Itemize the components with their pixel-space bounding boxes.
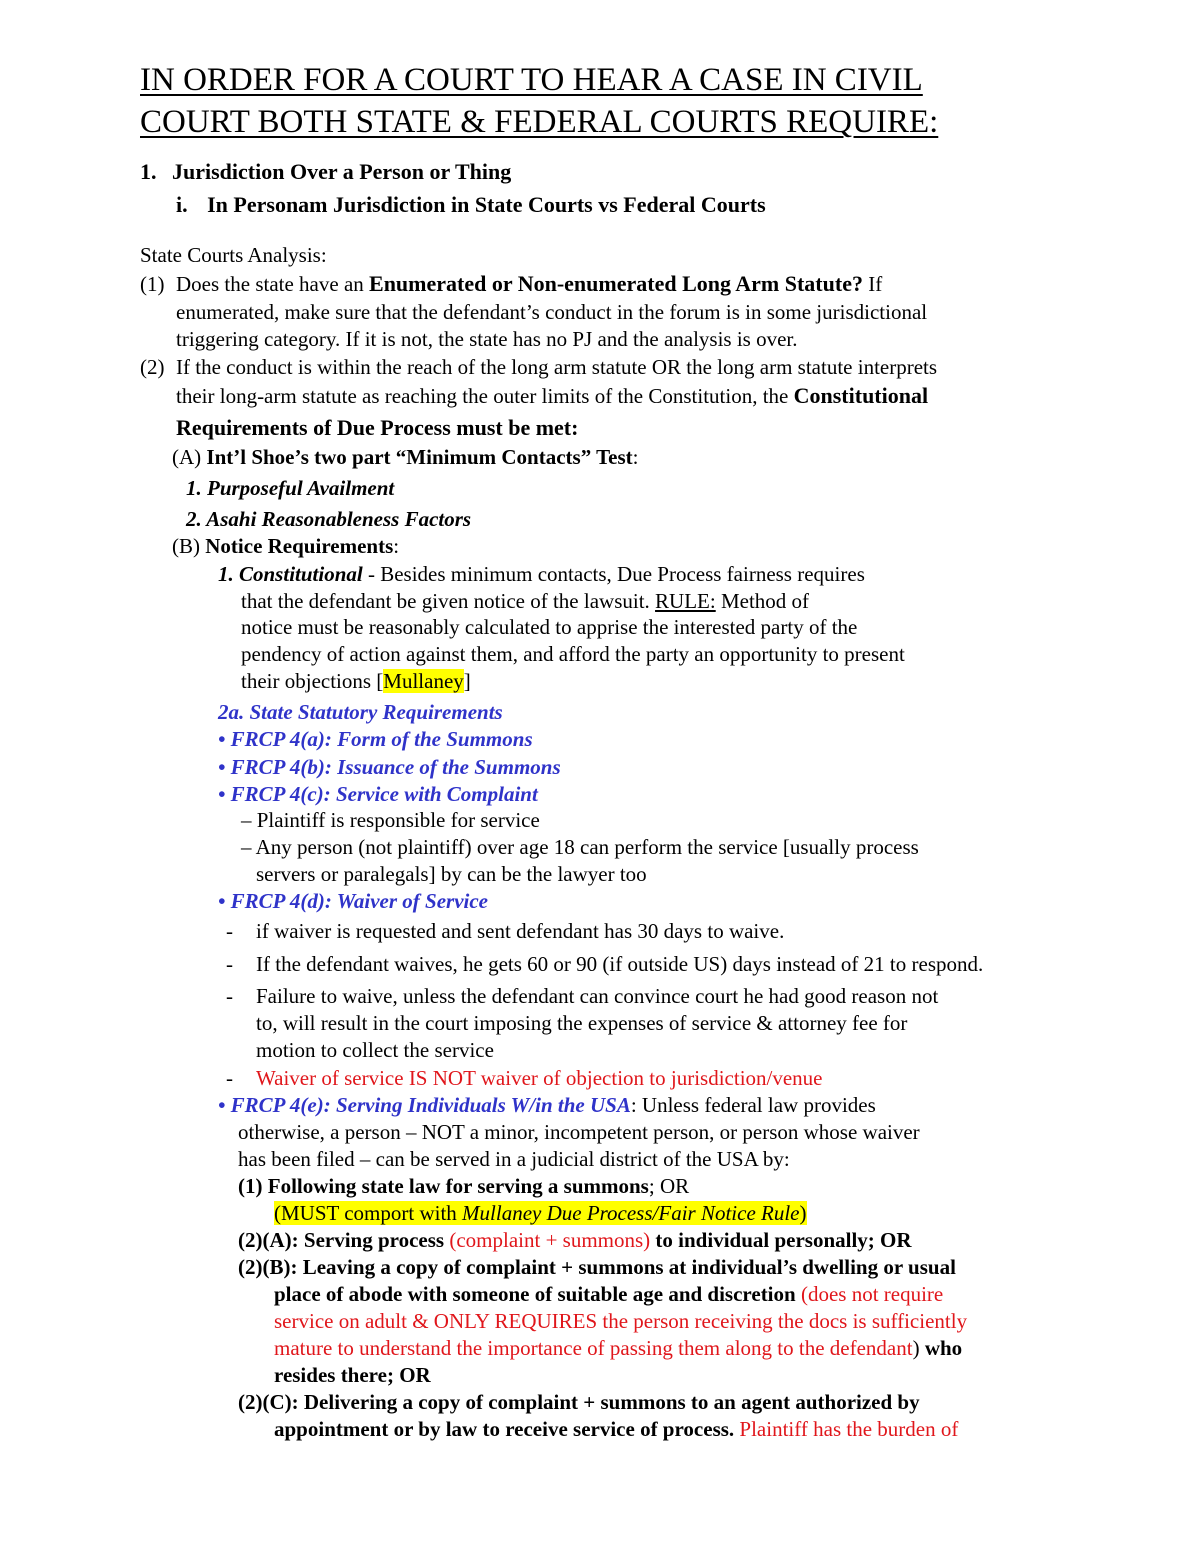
method-2b-line-5: resides there; OR: [274, 1363, 431, 1387]
frcp-4b: • FRCP 4(b): Issuance of the Summons: [218, 755, 561, 779]
point-2-line-1: If the conduct is within the reach of the long arm statute OR the long arm statute interprets: [176, 355, 938, 379]
waiver-item-3c: motion to collect the service: [256, 1038, 494, 1062]
constitutional-line-5: [241, 668, 471, 694]
point-1-line-3: triggering category. If it is not, the state has no PJ and the analysis is over.: [176, 327, 798, 351]
mullaney-note-a: (MUST comport with: [274, 1201, 463, 1225]
method-2b-note-end: mature to understand the importance of passing them along to the defendant: [274, 1336, 913, 1360]
method-2b-line-3: service on adult & ONLY REQUIRES the person receiving the docs is sufficiently: [274, 1309, 968, 1333]
mullaney-note-c: ): [799, 1201, 807, 1225]
method-2a: [238, 1227, 912, 1253]
section-b-colon: :: [393, 534, 400, 558]
heading-1: [140, 159, 511, 185]
rule-label: RULE:: [655, 589, 716, 613]
frcp-4e-line-1: [218, 1092, 876, 1118]
frcp-4a: • FRCP 4(a): Form of the Summons: [218, 727, 533, 751]
notice-requirements: Notice Requirements: [205, 534, 394, 558]
waiver-item-3a: Failure to waive, unless the defendant can convince court he had good reason not: [256, 984, 939, 1008]
heading-2-text: In Personam Jurisdiction in State Courts vs Federal Courts: [207, 192, 766, 217]
method-2a-number: (2)(A):: [238, 1228, 299, 1252]
long-arm-statute-term: Enumerated or Non-enumerated Long Arm Statute?: [369, 271, 863, 296]
waiver-item-3b: to, will result in the court imposing the expenses of service & attorney fee for: [256, 1011, 908, 1035]
constitutional-text: - Besides minimum contacts, Due Process fairness requires: [362, 562, 865, 586]
mullaney-note-rule: Mullaney Due Process/Fair Notice Rule: [462, 1201, 800, 1225]
constitutional-line-3: notice must be reasonably calculated to apprise the interested party of the: [241, 615, 858, 639]
state-statutory-requirements: 2a. State Statutory Requirements: [218, 700, 503, 724]
method-2b-text: Leaving a copy of complaint + summons at individual’s dwelling or usual: [297, 1255, 956, 1279]
frcp-4e-line-3: has been filed – can be served in a judicial district of the USA by:: [238, 1147, 790, 1171]
method-2c-text: Delivering a copy of complaint + summons to an agent authorized by: [298, 1390, 920, 1414]
method-2a-note: (complaint + summons): [449, 1228, 651, 1252]
section-b-number: (B): [172, 534, 200, 558]
method-2b-line-1: [238, 1254, 956, 1280]
point-2-number: (2): [140, 355, 165, 379]
constitutional-line-2: [241, 588, 809, 614]
method-2c-number: (2)(C):: [238, 1390, 299, 1414]
section-a-number: (A): [172, 445, 202, 469]
title-line-2: COURT BOTH STATE & FEDERAL COURTS REQUIRE:: [140, 104, 939, 140]
method-1-tail: ; OR: [648, 1174, 690, 1198]
method-2b-line-4: [274, 1335, 962, 1361]
method-2b-line-2-text: place of abode with someone of suitable age and discretion: [274, 1282, 796, 1306]
waiver-item-2: If the defendant waives, he gets 60 or 90 (if outside US) days instead of 21 to respond.: [256, 952, 984, 976]
constitutional-line-2-text: that the defendant be given notice of the lawsuit.: [241, 589, 656, 613]
constitutional-label: 1. Constitutional: [218, 562, 363, 586]
method-2b-note-start: (does not require: [795, 1282, 944, 1306]
heading-1-text: Jurisdiction Over a Person or Thing: [172, 159, 512, 184]
constitutional-line-1: [218, 561, 865, 587]
frcp-4e-line-2: otherwise, a person – NOT a minor, incompetent person, or person whose waiver: [238, 1120, 920, 1144]
frcp-4e-text: : Unless federal law provides: [630, 1093, 876, 1117]
frcp-4e-label: • FRCP 4(e): Serving Individuals W/in the USA: [218, 1093, 631, 1117]
method-1-text: Following state law for serving a summons: [267, 1174, 649, 1198]
constitutional-line-5-text: their objections [: [241, 669, 384, 693]
point-1-number: (1): [140, 272, 165, 296]
section-a: [172, 444, 638, 470]
heading-1-number: 1.: [140, 159, 157, 184]
waiver-dash-4: -: [226, 1066, 233, 1090]
constitutional-line-5-tail: ]: [463, 669, 471, 693]
point-2-line-2: [176, 383, 928, 409]
point-2-line-3: Requirements of Due Process must be met:: [176, 415, 579, 440]
asahi-factors: 2. Asahi Reasonableness Factors: [186, 507, 472, 531]
method-2c-line-2-text: appointment or by law to receive service of process.: [274, 1417, 735, 1441]
heading-2: [176, 192, 766, 218]
waiver-item-4: Waiver of service IS NOT waiver of objection to jurisdiction/venue: [256, 1066, 823, 1090]
frcp-4c-item-1: – Plaintiff is responsible for service: [241, 808, 540, 832]
method-2c-line-1: [238, 1389, 920, 1415]
mullaney-citation: Mullaney: [383, 669, 464, 693]
section-a-colon: :: [632, 445, 639, 469]
frcp-4c-item-2a: – Any person (not plaintiff) over age 18 can perform the service [usually process: [241, 835, 919, 859]
point-1-text-a: Does the state have an: [176, 272, 370, 296]
minimum-contacts-test: Int’l Shoe’s two part “Minimum Contacts” Test: [206, 445, 633, 469]
plaintiff-burden-note: Plaintiff has the burden of: [734, 1417, 959, 1441]
method-1-line-1: [238, 1173, 689, 1199]
method-2b-number: (2)(B):: [238, 1255, 298, 1279]
point-2-text-a: their long-arm statute as reaching the outer limits of the Constitution, the: [176, 384, 794, 408]
method-2c-line-2: [274, 1416, 958, 1442]
waiver-item-1: if waiver is requested and sent defendant has 30 days to waive.: [256, 919, 785, 943]
waiver-dash-2: -: [226, 952, 233, 976]
waiver-dash-3: -: [226, 984, 233, 1008]
frcp-4d: • FRCP 4(d): Waiver of Service: [218, 889, 488, 913]
method-1-number: (1): [238, 1174, 263, 1198]
point-1-line-2: enumerated, make sure that the defendant’s conduct in the forum is in some jurisdictional: [176, 300, 928, 324]
method-2a-text: Serving process: [298, 1228, 450, 1252]
method-2a-tail: to individual personally; OR: [650, 1228, 912, 1252]
point-1-text-c: If: [862, 272, 883, 296]
heading-2-number: i.: [176, 192, 188, 217]
method-2b-line-2: [274, 1281, 943, 1307]
frcp-4c: • FRCP 4(c): Service with Complaint: [218, 782, 538, 806]
constitutional-line-2-tail: Method of: [715, 589, 810, 613]
method-2b-who: who: [919, 1336, 963, 1360]
analysis-label: State Courts Analysis:: [140, 243, 327, 267]
point-1-line-1: [176, 271, 882, 297]
method-1-line-2: [274, 1200, 807, 1226]
frcp-4c-item-2b: servers or paralegals] by can be the lawyer too: [256, 862, 647, 886]
waiver-dash-1: -: [226, 919, 233, 943]
section-b: [172, 533, 399, 559]
purposeful-availment: 1. Purposeful Availment: [186, 476, 395, 500]
method-2b-paren: ): [912, 1336, 920, 1360]
constitutional-line-4: pendency of action against them, and afford the party an opportunity to present: [241, 642, 905, 666]
constitutional-term: Constitutional: [793, 383, 929, 408]
title-line-1: IN ORDER FOR A COURT TO HEAR A CASE IN CIVIL: [140, 62, 923, 98]
